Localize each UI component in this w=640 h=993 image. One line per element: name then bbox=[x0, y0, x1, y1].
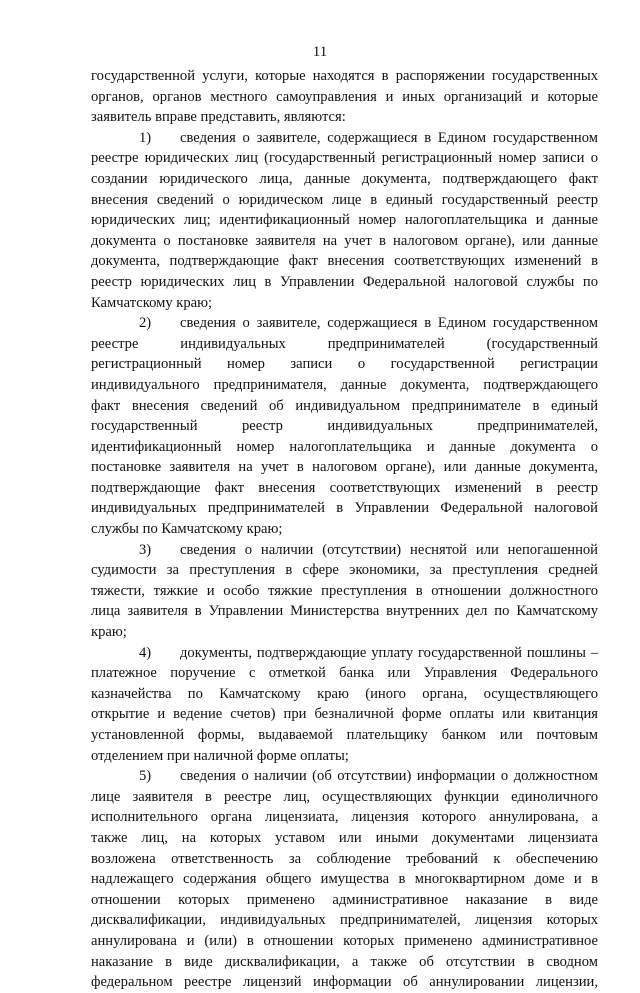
text-line bbox=[91, 601, 598, 622]
text-line bbox=[91, 293, 598, 314]
text-line bbox=[91, 890, 598, 911]
text-line bbox=[91, 787, 598, 808]
text-line bbox=[91, 416, 598, 437]
list-number: 3) bbox=[139, 541, 152, 558]
text-line bbox=[91, 457, 598, 478]
list-item-paragraph bbox=[91, 540, 598, 643]
line-text: идентификационный номер налогоплательщика и данные документа о bbox=[91, 438, 598, 455]
list-item-paragraph bbox=[91, 128, 598, 313]
text-line bbox=[91, 190, 598, 211]
line-text: сведения о заявителе, содержащиеся в Едином государственном bbox=[180, 129, 598, 146]
text-line bbox=[91, 643, 598, 664]
line-text: федеральном реестре лицензий информации об аннулировании лицензии, bbox=[91, 974, 598, 991]
text-line bbox=[91, 766, 598, 787]
text-line bbox=[91, 313, 598, 334]
text-line bbox=[91, 663, 598, 684]
text-line bbox=[91, 622, 598, 643]
text-line bbox=[91, 128, 598, 149]
list-item-paragraph bbox=[91, 766, 598, 993]
line-text: юридических лиц; идентификационный номер налогоплательщика и данные bbox=[91, 212, 598, 229]
text-line bbox=[91, 540, 598, 561]
text-line bbox=[91, 334, 598, 355]
text-line bbox=[91, 498, 598, 519]
line-text: тяжести, тяжкие и особо тяжкие преступления в отношении должностного bbox=[91, 582, 598, 599]
line-text: индивидуальных предпринимателей в Управлении Федеральной налоговой bbox=[91, 500, 598, 517]
line-text: органов, органов местного самоуправления и иных организаций и которые bbox=[91, 88, 598, 105]
text-line bbox=[91, 375, 598, 396]
text-line bbox=[91, 107, 598, 128]
line-text: сведения о наличии (отсутствии) неснятой или непогашенной bbox=[180, 541, 598, 558]
list-item-paragraph bbox=[91, 313, 598, 540]
list-item-paragraph bbox=[91, 643, 598, 767]
line-text: реестре индивидуальных предпринимателей (государственный bbox=[91, 335, 598, 352]
line-text: наказание в виде дисквалификации, а также об отсутствии в сводном bbox=[91, 953, 598, 970]
text-line bbox=[91, 478, 598, 499]
list-number: 4) bbox=[139, 644, 152, 661]
text-line bbox=[91, 849, 598, 870]
text-line bbox=[91, 519, 598, 540]
text-line bbox=[91, 869, 598, 890]
line-text: дисквалификации, индивидуальных предпринимателей, лицензия которых bbox=[91, 912, 598, 929]
line-text: отношении которых применено административное наказание в виде bbox=[91, 891, 598, 908]
line-text: лице заявителя в реестре лиц, осуществляющих функции единоличного bbox=[91, 788, 598, 805]
line-text: сведения о наличии (об отсутствии) информации о должностном bbox=[180, 768, 598, 785]
line-text: государственной услуги, которые находятся в распоряжении государственных bbox=[91, 68, 598, 84]
text-line bbox=[91, 148, 598, 169]
text-line bbox=[91, 684, 598, 705]
text-line bbox=[91, 396, 598, 417]
line-text: надлежащего содержания общего имущества в многоквартирном доме и в bbox=[91, 871, 598, 888]
text-line bbox=[91, 272, 598, 293]
text-line bbox=[91, 828, 598, 849]
text-line bbox=[91, 952, 598, 973]
line-text: документы, подтверждающие уплату государственной пошлины – bbox=[180, 644, 598, 661]
text-line bbox=[91, 437, 598, 458]
line-text: факт внесения сведений об индивидуальном предпринимателе в единый bbox=[91, 397, 598, 414]
text-line bbox=[91, 251, 598, 272]
line-text: реестр юридических лиц в Управлении Федеральной налоговой службы по bbox=[91, 273, 598, 290]
text-line bbox=[91, 560, 598, 581]
text-line bbox=[91, 931, 598, 952]
list-number: 2) bbox=[139, 315, 152, 332]
text-line bbox=[91, 725, 598, 746]
line-text: отделением при наличной форме оплаты; bbox=[91, 747, 349, 764]
line-text: судимости за преступления в сфере экономики, за преступления средней bbox=[91, 562, 598, 579]
line-text: государственный реестр индивидуальных предпринимателей, bbox=[91, 418, 598, 435]
text-line bbox=[91, 581, 598, 602]
line-text: регистрационный номер записи о государственной регистрации bbox=[91, 356, 598, 373]
text-line bbox=[91, 354, 598, 375]
line-text: также лиц, на которых уставом или иными документами лицензиата bbox=[91, 829, 598, 846]
line-text: индивидуального предпринимателя, данные документа, подтверждающего bbox=[91, 376, 598, 393]
line-text: реестре юридических лиц (государственный регистрационный номер записи о bbox=[91, 150, 598, 167]
text-line bbox=[91, 910, 598, 931]
line-text: документа о постановке заявителя на учет в налоговом органе), или данные bbox=[91, 232, 598, 249]
intro-paragraph bbox=[91, 66, 598, 128]
list-number: 5) bbox=[139, 768, 152, 785]
line-text: подтверждающие факт внесения соответствующих изменений в реестр bbox=[91, 479, 598, 496]
line-text: платежное поручение с отметкой банка или Управления Федерального bbox=[91, 665, 598, 682]
text-line bbox=[91, 972, 598, 993]
line-text: установленной формы, выдаваемой плательщику банком или почтовым bbox=[91, 727, 598, 743]
line-text: постановке заявителя на учет в налоговом органе), или данные документа, bbox=[91, 459, 598, 476]
page-number: 11 bbox=[312, 44, 328, 60]
line-text: Камчатскому краю; bbox=[91, 294, 213, 311]
text-line bbox=[91, 746, 598, 767]
line-text: возложена ответственность за соблюдение требований к обеспечению bbox=[91, 850, 598, 867]
text-line bbox=[91, 66, 598, 87]
list-number: 1) bbox=[139, 129, 152, 146]
line-text: лица заявителя в Управлении Министерства внутренних дел по Камчатскому bbox=[91, 603, 598, 620]
line-text: сведения о заявителе, содержащиеся в Едином государственном bbox=[180, 315, 598, 332]
text-line bbox=[91, 704, 598, 725]
text-line bbox=[91, 169, 598, 190]
line-text: казначейства по Камчатскому краю (иного органа, осуществляющего bbox=[91, 685, 598, 702]
line-text: документа, подтверждающие факт внесения соответствующих изменений в bbox=[91, 253, 598, 270]
line-text: внесения сведений о юридическом лице в единый государственный реестр bbox=[91, 191, 598, 208]
line-text: службы по Камчатскому краю; bbox=[91, 521, 283, 538]
text-line bbox=[91, 210, 598, 231]
line-text: открытие и ведение счетов) при безналичной форме оплаты или квитанция bbox=[91, 706, 598, 723]
text-line bbox=[91, 87, 598, 108]
line-text: создании юридического лица, данные документа, подтверждающего факт bbox=[91, 170, 598, 187]
text-line bbox=[91, 807, 598, 828]
text-line bbox=[91, 231, 598, 252]
line-text: краю; bbox=[91, 624, 127, 641]
document-body bbox=[91, 66, 598, 993]
line-text: заявитель вправе представить, являются: bbox=[91, 109, 346, 126]
line-text: аннулирована и (или) в отношении которых применено административное bbox=[91, 932, 598, 949]
line-text: исполнительного органа лицензиата, лицензия которого аннулирована, а bbox=[91, 809, 598, 826]
